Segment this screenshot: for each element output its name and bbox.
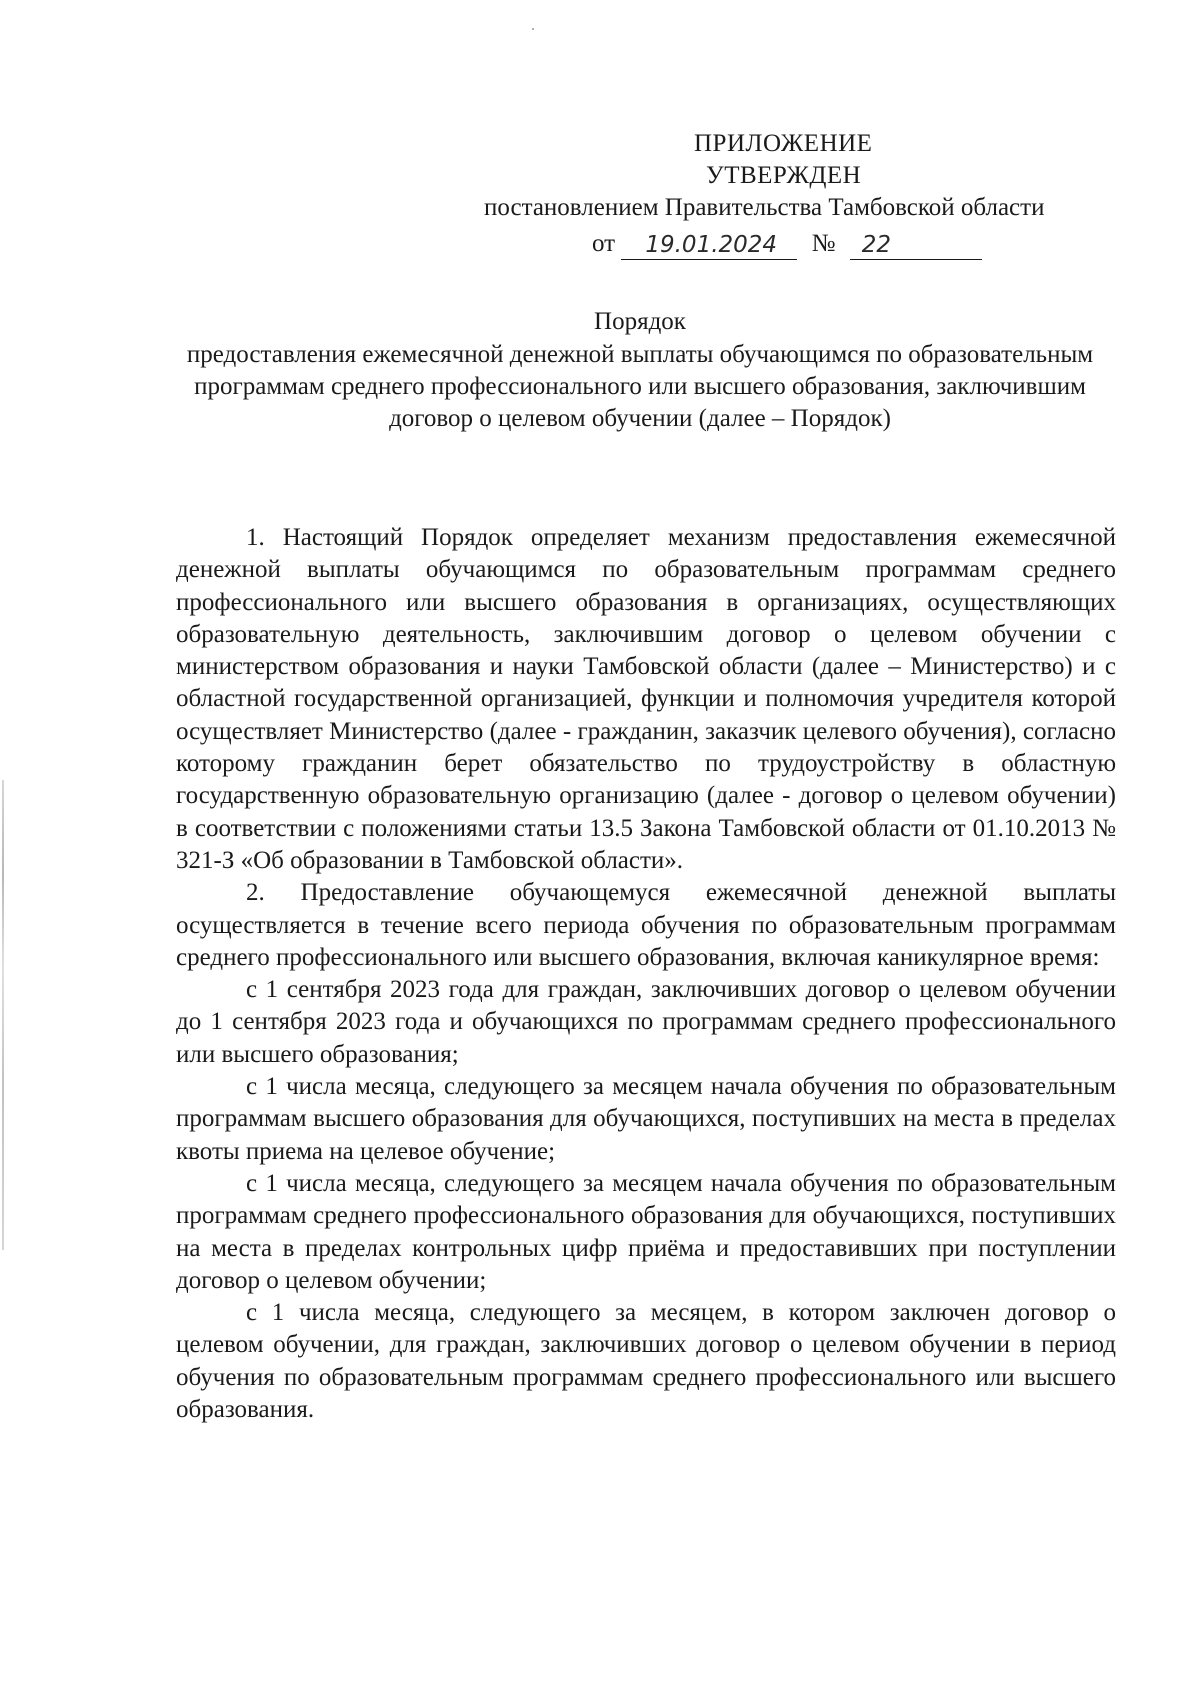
- decree-line: постановлением Правительства Тамбовской области: [484, 194, 1045, 221]
- handwritten-date: 19.01.2024: [621, 231, 797, 260]
- paragraph-3: с 1 сентября 2023 года для граждан, заключивших договор о целевом обучении до 1 сентября 2023 года и обучающихся по программам среднего профессионального или высшего образования;: [176, 976, 1116, 1068]
- paragraph-1: 1. Настоящий Порядок определяет механизм предоставления ежемесячной денежной выплаты обучающимся по образовательным программам среднего профессионального или высшего образования в организациях, осуществляющих образовательную деятельность, заключившим договор о целевом обучении с министерством образования и науки Тамбовской области (далее – Министерство) и с областной государственной организацией, функции и полномочия учредителя которой осуществляет Министерство (далее - гражданин, заказчик целевого обучения), согласно которому гражданин берет обязательство по трудоустройству в областную государственную образовательную организацию (далее - договор о целевом обучении) в соответствии с положениями статьи 13.5 Закона Тамбовской области от 01.10.2013 № 321-З «Об образовании в Тамбовской области».: [176, 524, 1116, 874]
- appendix-label: ПРИЛОЖЕНИЕ: [694, 130, 873, 157]
- date-number-line: [592, 228, 982, 262]
- paragraph-4: с 1 числа месяца, следующего за месяцем начала обучения по образовательным программам высшего образования для обучающихся, поступивших на места в пределах квоты приема на целевое обучение;: [176, 1073, 1116, 1165]
- document-title: [170, 306, 1110, 435]
- title-heading: Порядок: [594, 308, 686, 335]
- handwritten-number: 22: [850, 231, 982, 260]
- date-label: от: [592, 230, 616, 257]
- document-body: [176, 522, 1116, 1426]
- approved-label: УТВЕРЖДЕН: [706, 162, 862, 189]
- paragraph-2: 2. Предоставление обучающемуся ежемесячной денежной выплаты осуществляется в течение всего периода обучения по образовательным программам среднего профессионального или высшего образования, включая каникулярное время:: [176, 879, 1116, 971]
- title-subtitle: предоставления ежемесячной денежной выплаты обучающимся по образовательным программам среднего профессионального или высшего образования, заключившим договор о целевом обучении (далее – Порядок): [186, 341, 1094, 432]
- paragraph-5: с 1 числа месяца, следующего за месяцем начала обучения по образовательным программам среднего профессионального образования для обучающихся, поступивших на места в пределах контрольных цифр приёма и предоставивших при поступлении договор о целевом обучении;: [176, 1169, 1116, 1294]
- paragraph-6: с 1 числа месяца, следующего за месяцем, в котором заключен договор о целевом обучении, для граждан, заключивших договор о целевом обучении в период обучения по образовательным программам среднего профессионального или высшего образования.: [176, 1299, 1116, 1424]
- scan-speck: [532, 28, 534, 30]
- number-sign: №: [811, 230, 836, 257]
- scan-edge-artifact: [2, 780, 4, 1250]
